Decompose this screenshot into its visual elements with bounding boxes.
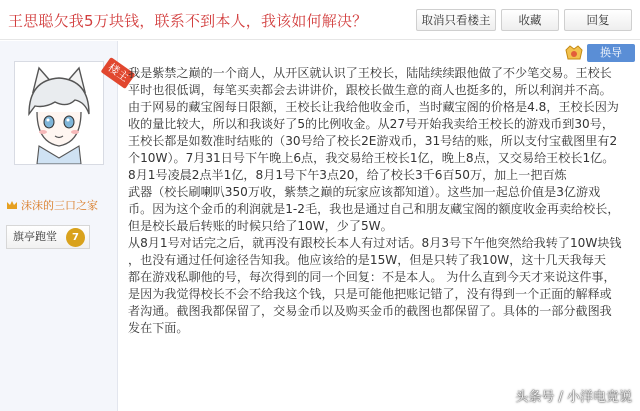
avatar[interactable] <box>14 60 132 165</box>
post-line: 武器（校长刷喇叭350万收，紫禁之巅的玩家应该都知道）。这些加一起总价值是3亿游戏 <box>128 185 601 199</box>
louzhu-tag: 楼主 <box>101 57 136 89</box>
thread-title: 王思聪欠我5万块钱，联系不到本人，我该如何解决？ <box>8 12 368 30</box>
post-line: 但是校长最后转账的时候只给了10W，少了5W。 <box>128 219 393 233</box>
cancel-only-louzhu-button[interactable]: 取消只看楼主 <box>416 9 496 31</box>
post-line: 从8月1号对话完之后，就再没有跟校长本人有过对话。8月3号下午他突然给我转了10W块钱 <box>128 236 622 250</box>
post-body <box>128 65 628 337</box>
reply-button[interactable]: 回复 <box>564 9 632 31</box>
post-line: 8月1号凌晨2点半1亿，8月1号下午3点20，给了校长3千6百50万，加上一把百炼 <box>128 168 567 182</box>
badge-label: 旗亭跑堂 <box>13 230 57 243</box>
author-panel <box>0 41 132 411</box>
post-line: ，也没有通过任何途径告知我。他应该给的是15W，但是只转了我10W，这十几天我每天 <box>128 253 606 267</box>
medal-icon[interactable] <box>563 43 585 63</box>
thread-header <box>0 0 640 40</box>
favorite-button[interactable]: 收藏 <box>501 9 559 31</box>
post-line: 我是紫禁之巅的一个商人，从开区就认识了王校长，陆陆续续跟他做了不少笔交易。王校长 <box>128 66 612 80</box>
post-line: 收的量比较大，所以和我谈好了5的比例收金。从27号开始我卖给王校长的游戏币到30号， <box>128 117 614 131</box>
post-line: 发在下面。 <box>128 321 189 335</box>
post-line: 是因为我觉得校长不会不给我这个钱，只是可能他把账记错了，没有得到一个正面的解释或 <box>128 287 612 301</box>
crown-icon <box>6 199 18 211</box>
avatar-image <box>15 62 103 164</box>
post-line: 者沟通。截图我都保留了，交易金币以及购买金币的截图也都保留了。具体的一部分截图我 <box>128 304 612 318</box>
post-line: 都在游戏私聊他的号，每次得到的同一个回复：不是本人。 为什么直到今天才来说这件事， <box>128 270 616 284</box>
post-line: 王校长都是如数准时结账的（30号给了校长2E游戏币，31号结的账，所以支付宝截图里有2 <box>128 134 618 148</box>
post-line: 平时也很低调，每笔买卖都会去讲讲价，跟校长做生意的商人也挺多的，所以利润并不高。 <box>128 83 612 97</box>
post-line: 由于网易的藏宝阁每日限额，王校长让我给他收金币，当时藏宝阁的价格是4.8，王校长因为 <box>128 100 619 114</box>
author-title-badge <box>6 225 90 249</box>
author-name[interactable] <box>6 197 98 213</box>
badge-level: 7 <box>66 228 85 247</box>
post-line: 币。因为这个金币的利润就是1-2毛，我也是通过自己和朋友藏宝阁的额度收金再卖给校长， <box>128 202 620 216</box>
post-line: 个10W）。7月31日号下午晚上6点，我交易给王校长1亿，晚上8点，又交易给王校长1亿。 <box>128 151 615 165</box>
author-name-label: 沫沫的三口之家 <box>21 199 98 212</box>
watermark: 头条号 / 小洋电竞说 <box>515 390 632 405</box>
switch-account-button[interactable]: 换导 <box>587 44 635 62</box>
